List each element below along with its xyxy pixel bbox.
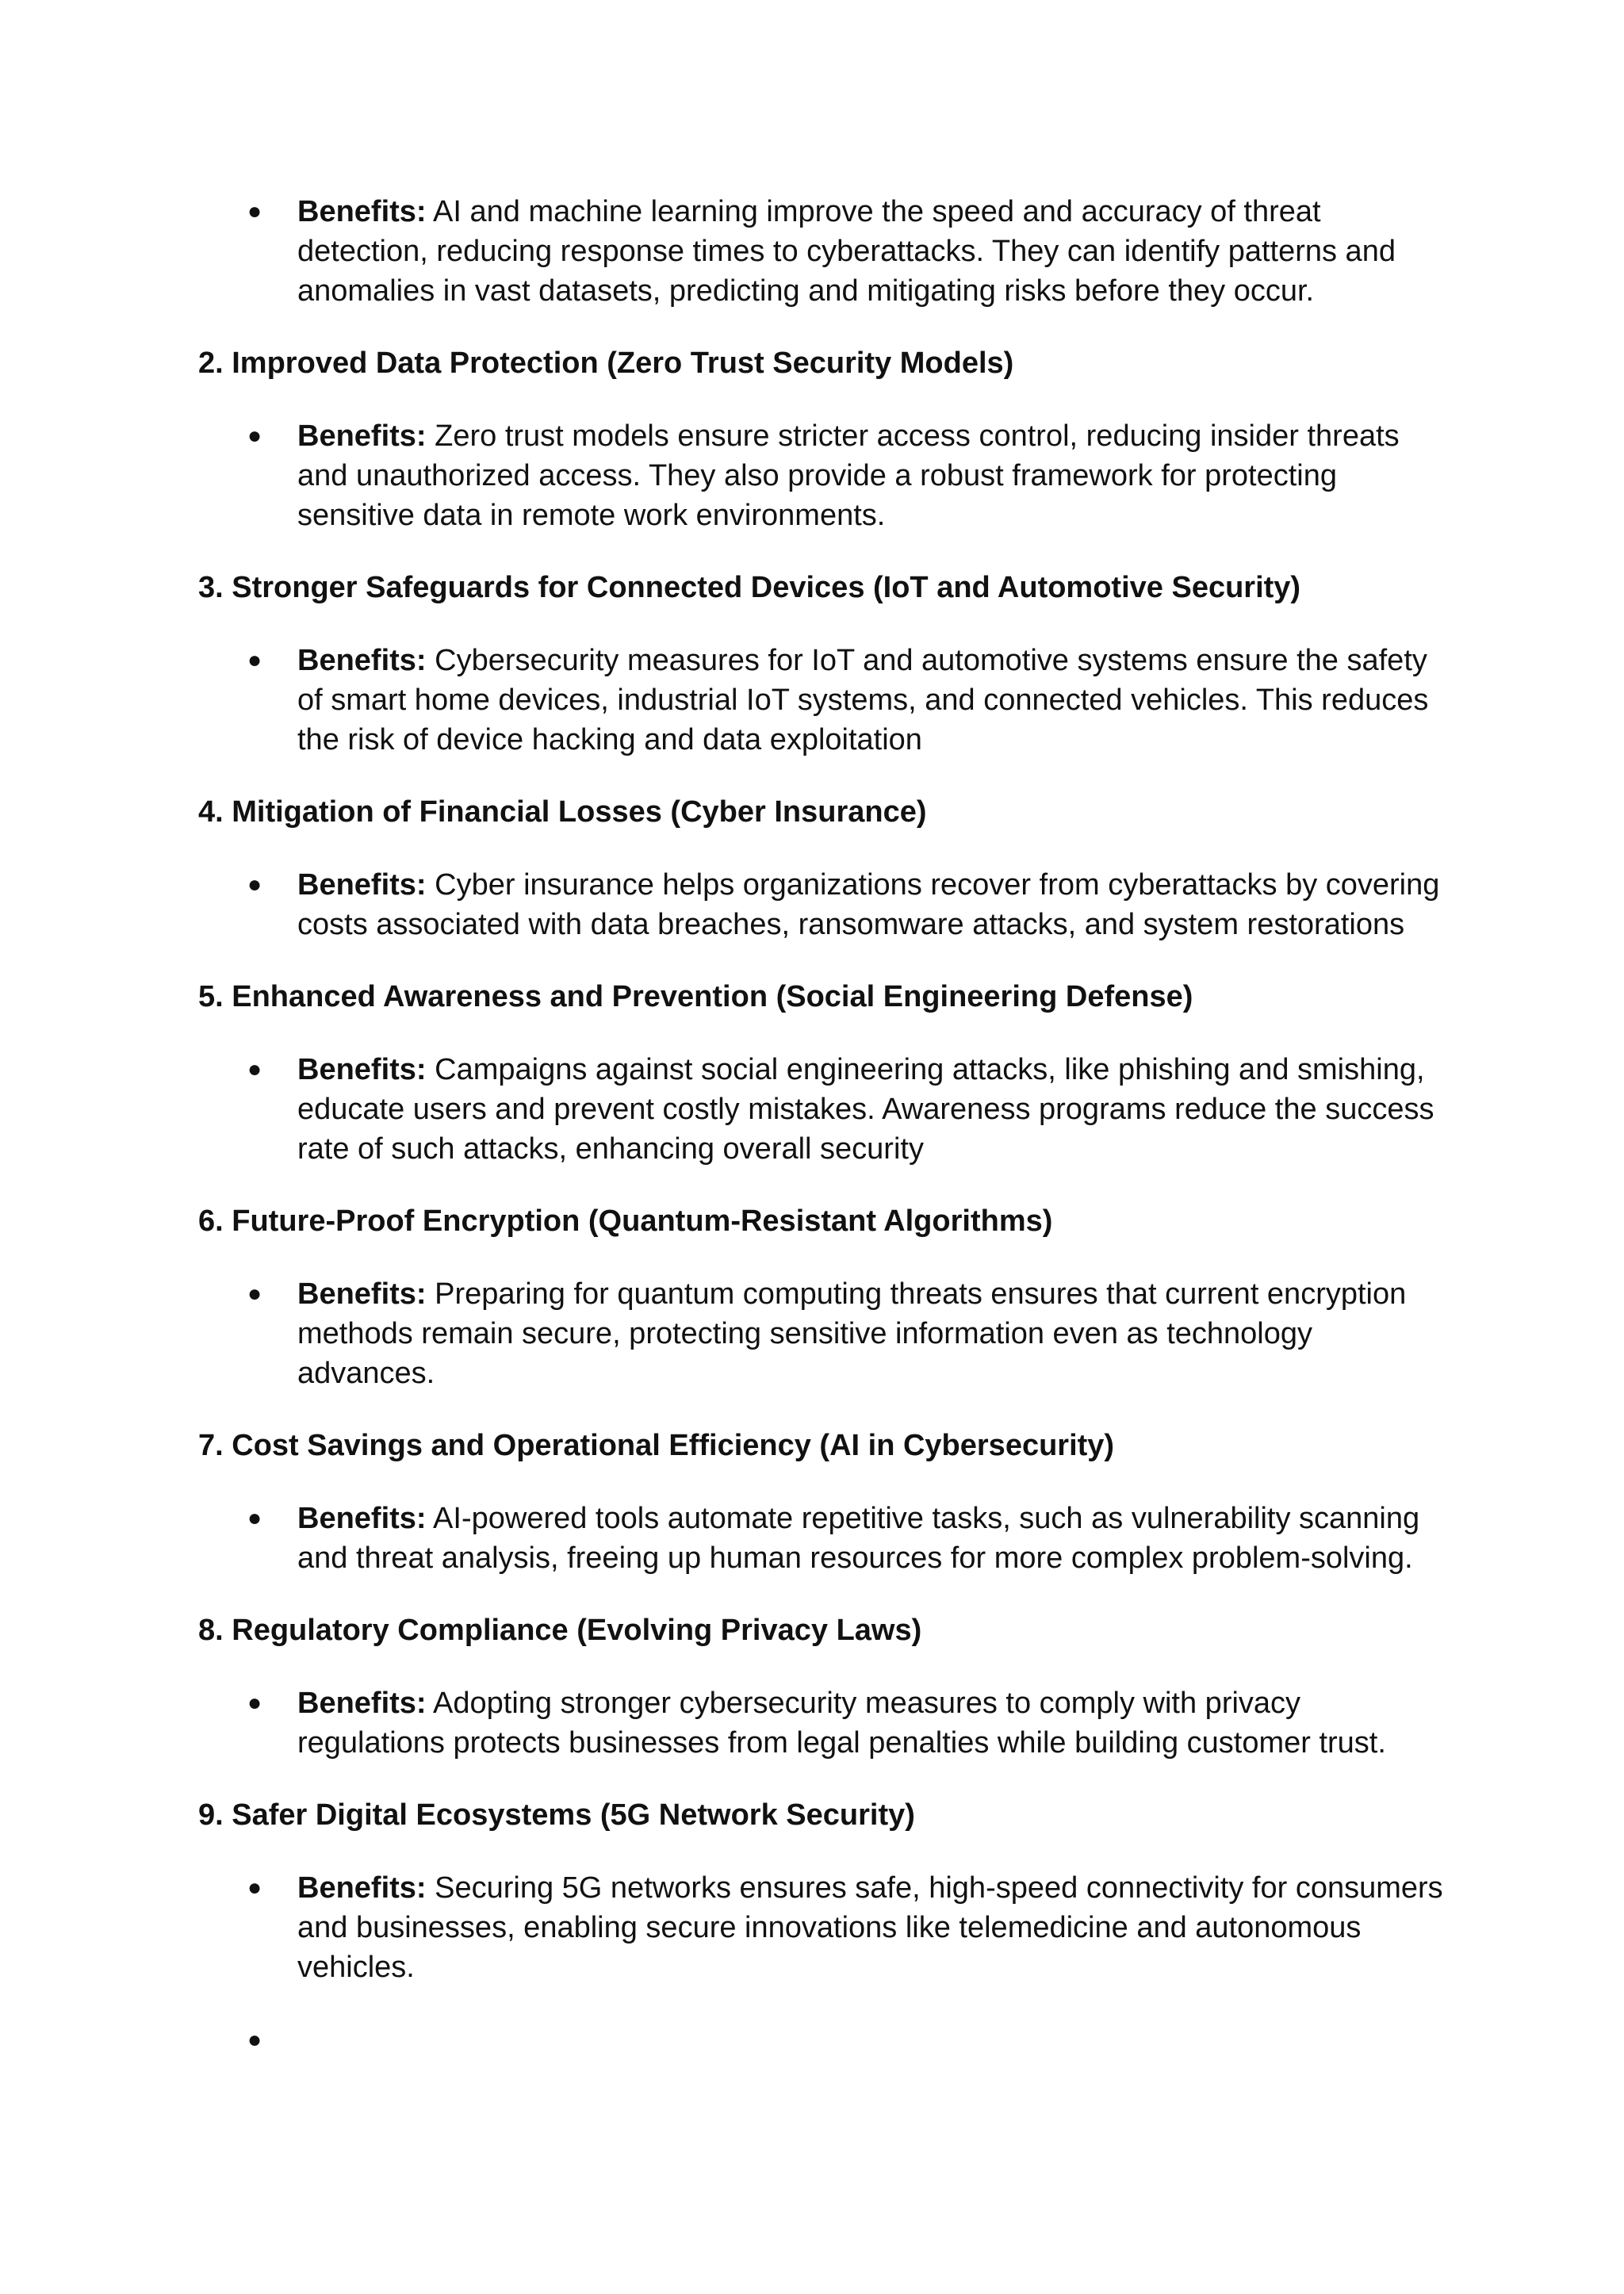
section-7 [198,1426,1451,1578]
benefit-bullet [198,1050,1451,1169]
benefit-lead: Benefits: [297,1871,427,1905]
document-body [198,192,1451,2053]
benefit-bullet [198,1868,1451,1987]
section-6 [198,1201,1451,1393]
benefit-bullet [198,865,1451,944]
bullet-dot-icon: ● [247,1505,262,1531]
section-4 [198,792,1451,944]
benefit-text: Cyber insurance helps organizations recover from cyberattacks by covering costs associated with data breaches, ransomware attacks, and system restorations [297,868,1440,941]
benefit-lead: Benefits: [297,868,427,902]
benefit-text: Adopting stronger cybersecurity measures to comply with privacy regulations protects businesses from legal penalties while building customer trust. [297,1687,1386,1760]
benefit-text: AI and machine learning improve the speed and accuracy of threat detection, reducing response times to cyberattacks. They can identify patterns and anomalies in vast datasets, predicting and mitigating risks before they occur. [297,195,1396,308]
bullet-dot-icon: ● [247,1875,262,1901]
intro-benefit-bullet [198,192,1451,311]
benefit-text: Zero trust models ensure stricter access control, reducing insider threats and unauthorized access. They also provide a robust framework for protecting sensitive data in remote work environments. [297,419,1400,532]
benefit-bullet [198,641,1451,760]
section-heading: 7. Cost Savings and Operational Efficiency (AI in Cybersecurity) [198,1429,1115,1462]
benefit-text: Campaigns against social engineering attacks, like phishing and smishing, educate users and prevent costly mistakes. Awareness programs reduce the success rate of such attacks, enhancing overall security [297,1053,1434,1166]
section-heading: 9. Safer Digital Ecosystems (5G Network Security) [198,1798,915,1832]
benefit-bullet [198,1683,1451,1763]
benefit-text: AI-powered tools automate repetitive tasks, such as vulnerability scanning and threat analysis, freeing up human resources for more complex problem-solving. [297,1502,1420,1575]
bullet-dot-icon: ● [247,1281,262,1307]
section-8 [198,1610,1451,1763]
benefit-lead: Benefits: [297,1053,427,1086]
section-5 [198,977,1451,1169]
bullet-dot-icon: ● [247,2027,262,2053]
section-9 [198,1795,1451,1987]
section-3 [198,568,1451,760]
benefit-text: Preparing for quantum computing threats ensures that current encryption methods remain secure, protecting sensitive information even as technology advances. [297,1277,1407,1390]
benefit-lead: Benefits: [297,419,427,453]
bullet-dot-icon: ● [247,198,262,224]
benefit-bullet [198,1499,1451,1578]
benefit-text: Securing 5G networks ensures safe, high-speed connectivity for consumers and businesses, enabling secure innovations like telemedicine and autonomous vehicles. [297,1871,1443,1984]
bullet-dot-icon: ● [247,423,262,449]
section-2 [198,343,1451,535]
section-heading: 5. Enhanced Awareness and Prevention (Social Engineering Defense) [198,980,1193,1013]
benefit-bullet [198,416,1451,535]
benefit-text: Cybersecurity measures for IoT and automotive systems ensure the safety of smart home devices, industrial IoT systems, and connected vehicles. This reduces the risk of device hacking and data exploitation [297,644,1429,756]
section-heading: 8. Regulatory Compliance (Evolving Privacy Laws) [198,1614,922,1647]
benefit-lead: Benefits: [297,1502,427,1535]
bullet-dot-icon: ● [247,1690,262,1716]
section-heading: 3. Stronger Safeguards for Connected Devices (IoT and Automotive Security) [198,571,1301,604]
bullet-dot-icon: ● [247,647,262,673]
benefit-lead: Benefits: [297,1687,427,1720]
benefit-lead: Benefits: [297,195,427,228]
benefit-bullet [198,1274,1451,1393]
section-heading: 2. Improved Data Protection (Zero Trust Security Models) [198,347,1014,380]
section-heading: 4. Mitigation of Financial Losses (Cyber Insurance) [198,795,927,829]
section-heading: 6. Future-Proof Encryption (Quantum-Resistant Algorithms) [198,1204,1053,1238]
benefit-lead: Benefits: [297,1277,427,1311]
bullet-dot-icon: ● [247,871,262,898]
benefit-lead: Benefits: [297,644,427,677]
bullet-dot-icon: ● [247,1056,262,1082]
